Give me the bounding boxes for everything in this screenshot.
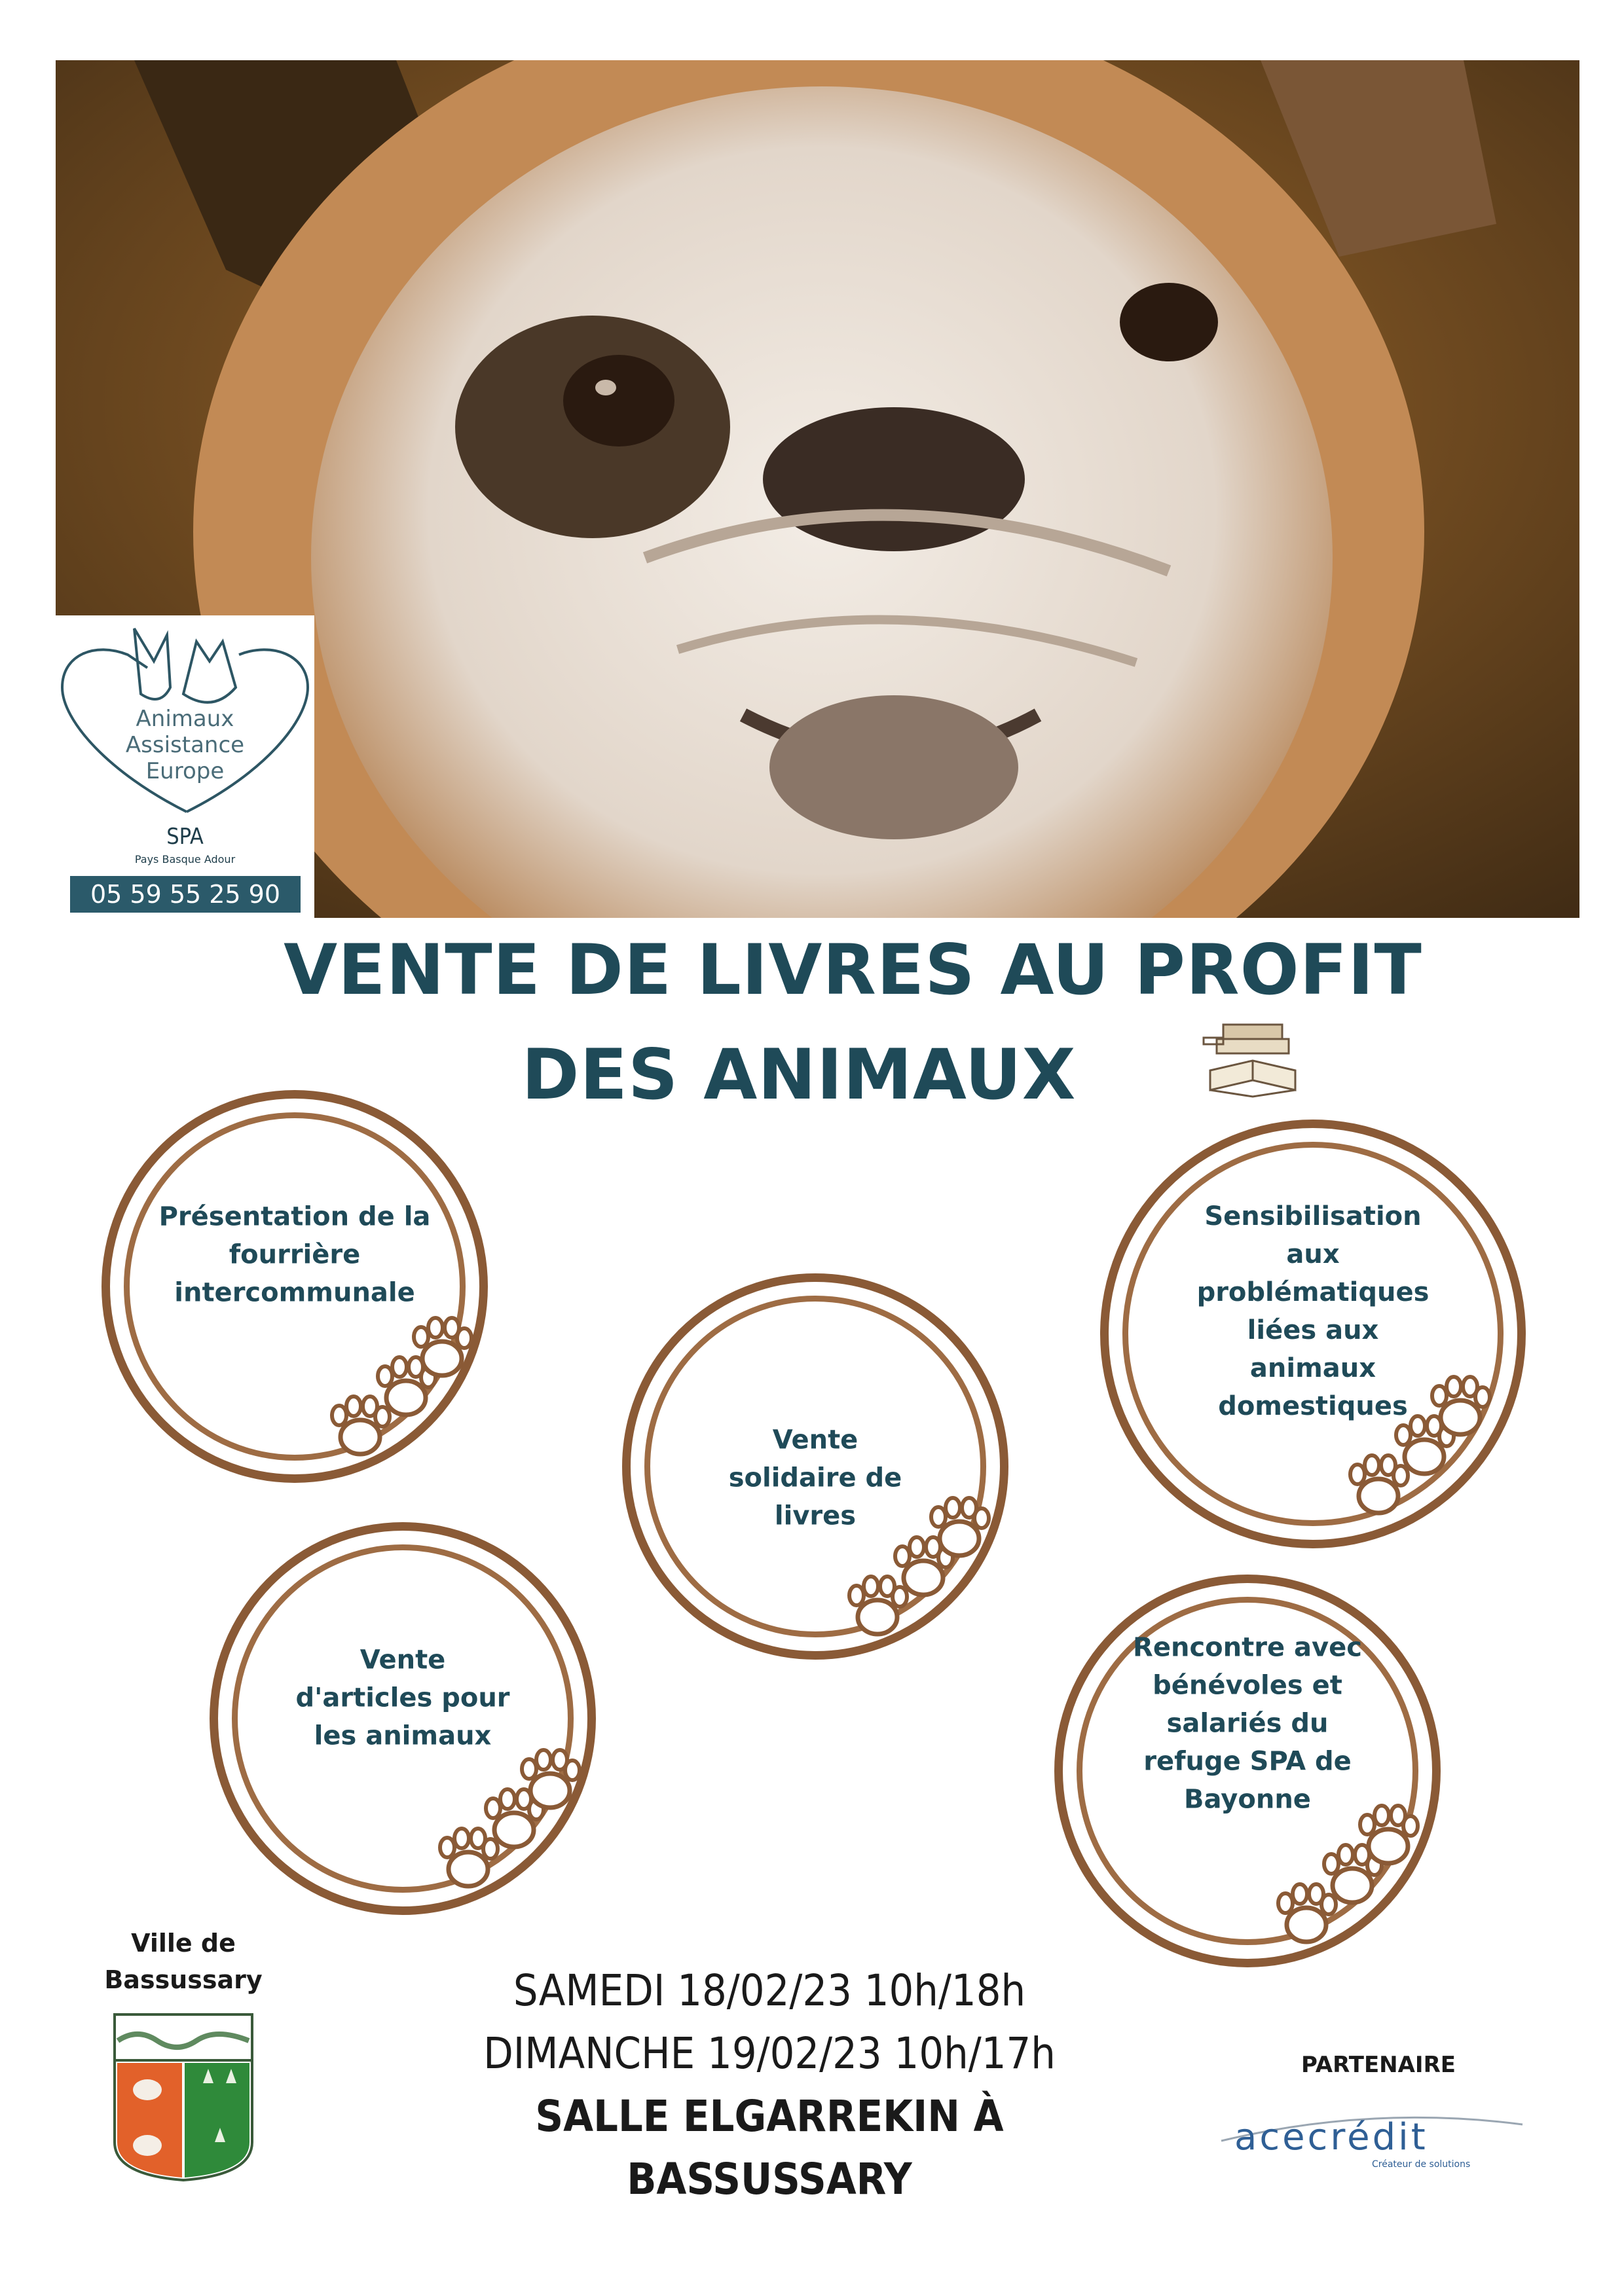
activity-text-3: Vente solidaire de livres — [728, 1425, 902, 1531]
paw-prints-icon — [835, 1489, 999, 1647]
ville-label: Ville de Bassussary — [104, 1929, 263, 1994]
schedule-sunday: DIMANCHE 19/02/23 10h/17h — [483, 2028, 1056, 2079]
spa-subtitle: Pays Basque Adour — [134, 853, 236, 866]
spa-logo-box — [56, 615, 314, 918]
activity-text-1: Présentation de la fourrière intercommunale — [158, 1201, 431, 1308]
partner-tagline: Créateur de solutions — [1372, 2159, 1471, 2170]
venue-line-1: SALLE ELGARREKIN À — [535, 2091, 1004, 2141]
headline-line-1: VENTE DE LIVRES AU PROFIT — [284, 930, 1422, 1010]
activity-text-5: Rencontre avec bénévoles et salariés du refuge SPA de Bayonne — [1133, 1632, 1362, 1815]
paw-prints-icon — [1264, 1797, 1428, 1954]
paw-prints-icon — [426, 1741, 589, 1899]
acecredit-logo — [1208, 2098, 1536, 2174]
activity-circle-3 — [622, 1273, 1008, 1660]
venue-line-2: BASSUSSARY — [627, 2154, 912, 2204]
paw-prints-icon — [1336, 1368, 1500, 1525]
activity-circle-1 — [101, 1090, 488, 1483]
schedule-saturday: SAMEDI 18/02/23 10h/18h — [513, 1965, 1026, 2016]
partner-name: acecrédit — [1234, 2116, 1428, 2159]
spa-label: SPA — [166, 824, 204, 850]
phone-number: 05 59 55 25 90 — [70, 876, 301, 913]
activity-circle-2 — [1100, 1120, 1526, 1548]
town-crest-icon — [111, 2011, 255, 2183]
org-name: Animaux Assistance Europe — [125, 706, 245, 784]
partner-label: PARTENAIRE — [1301, 2052, 1456, 2078]
activity-circle-4 — [210, 1522, 596, 1915]
activity-circle-5 — [1054, 1575, 1441, 1967]
paw-prints-icon — [318, 1309, 481, 1467]
activity-text-2: Sensibilisation aux problématiques liées aux animaux domestiques — [1196, 1201, 1430, 1421]
headline-line-2: DES ANIMAUX — [521, 1034, 1077, 1115]
books-icon — [1197, 1018, 1305, 1100]
activity-text-4: Vente d'articles pour les animaux — [295, 1645, 510, 1751]
